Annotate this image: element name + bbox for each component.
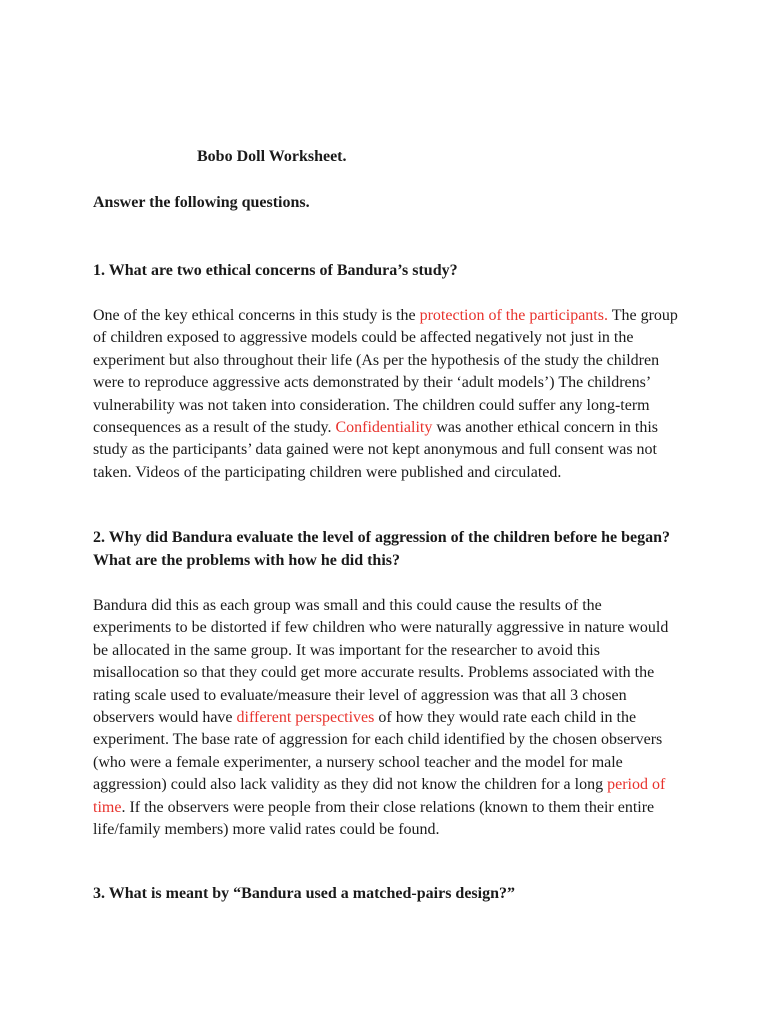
- answer-1-highlight-protection: protection of the participants.: [419, 307, 608, 324]
- answer-1-text-1: One of the key ethical concerns in this study is the: [93, 307, 420, 324]
- answer-1: [93, 305, 683, 484]
- answer-1-text-3: was another ethical concern in this study as the participants’ data gained were not kept anonymous and full consent was not taken. Videos of the participating children were published and circulated.: [93, 419, 659, 481]
- worksheet-title: Bobo Doll Worksheet.: [197, 148, 347, 165]
- question-2: 2. Why did Bandura evaluate the level of aggression of the children before he began? What are the problems with how he did this?: [93, 529, 671, 569]
- answer-1-highlight-confidentiality: Confidentiality: [335, 419, 433, 437]
- question-1: 1. What are two ethical concerns of Bandura’s study?: [93, 262, 458, 279]
- question-3: 3. What is meant by “Bandura used a matched-pairs design?”: [93, 885, 515, 902]
- answer-2-highlight-period: period of time: [93, 776, 666, 816]
- answer-2-text-3: . If the observers were people from their close relations (known to them their entire life/family members) more valid rates could be found.: [93, 798, 655, 839]
- answer-2-text-1: Bandura did this as each group was small and this could cause the results of the experiments to be distorted if few children who were naturally aggressive in nature would be allocated in the same group. It was important for the researcher to avoid this misallocation so that they could get more accurate results. Problems associated with the rating scale used to evaluate/measure their level of aggression was that all 3 chosen observers would have: [93, 597, 669, 727]
- answer-2: [93, 595, 683, 841]
- instruction-text: Answer the following questions.: [93, 194, 310, 211]
- answer-2-highlight-perspectives: different perspectives: [236, 709, 375, 727]
- answer-2-text-2: of how they would rate each child in the experiment. The base rate of aggression for each child identified by the chosen observers (who were a female experimenter, a nursery school teacher and the model for male aggression) could also lack validity as they did not know the children for a long: [93, 709, 663, 794]
- answer-1-text-2: The group of children exposed to aggressive models could be affected negatively not just in the experiment but also throughout their life (As per the hypothesis of the study the children were to reproduce aggressive acts demonstrated by their ‘adult models’) The childrens’ vulnerability was not taken into consideration. The children could suffer any long-term consequences as a result of the study.: [93, 307, 678, 437]
